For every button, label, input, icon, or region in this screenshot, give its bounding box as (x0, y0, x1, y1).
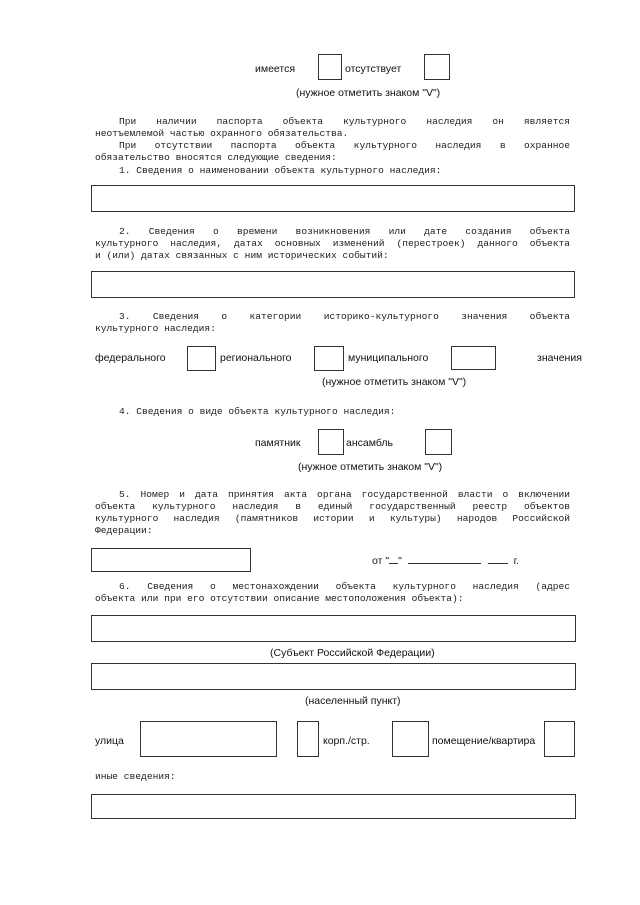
act-date-quote: " (398, 555, 402, 567)
type-label-monument: памятник (255, 437, 301, 449)
section-3-line-2: культурного наследия: (95, 323, 216, 334)
section-3-line-1: 3. Сведения о категории историко-культурного значения объекта (119, 311, 570, 322)
mark-hint: (нужное отметить знаком "V") (296, 87, 441, 99)
checkbox-monument[interactable] (318, 429, 344, 455)
category-label-regional: регионального (220, 352, 292, 364)
other-info-label: иные сведения: (95, 771, 176, 782)
house-field[interactable] (297, 721, 319, 757)
act-date-year-suffix: г. (513, 555, 520, 567)
checkbox-present[interactable] (318, 54, 342, 80)
subject-field[interactable] (91, 615, 576, 642)
act-date-day-blank[interactable] (389, 554, 398, 564)
checkbox-municipal[interactable] (451, 346, 496, 370)
section-1-title: 1. Сведения о наименовании объекта культурного наследия: (119, 165, 442, 176)
intro-paragraph-1-line-2: неотъемлемой частью охранного обязательства. (95, 128, 349, 139)
checkbox-regional[interactable] (314, 346, 344, 371)
section-2-line-3: и (или) датах связанных с ним исторических событий: (95, 250, 389, 261)
intro-paragraph-2-line-2: обязательство вносятся следующие сведения: (95, 152, 337, 163)
intro-paragraph-2-line-1: При отсутствии паспорта объекта культурного наследия в охранное (119, 140, 570, 151)
category-label-suffix: значения (537, 352, 582, 364)
category-label-municipal: муниципального (348, 352, 429, 364)
locality-field[interactable] (91, 663, 576, 690)
section-5-line-2: объекта культурного наследия в единый государственный реестр объектов (95, 501, 570, 512)
option-label-absent: отсутствует (345, 63, 402, 75)
street-label: улица (95, 735, 124, 747)
category-label-federal: федерального (95, 352, 166, 364)
building-field[interactable] (392, 721, 429, 757)
section-5-line-4: Федерации: (95, 525, 153, 536)
locality-caption: (населенный пункт) (305, 695, 401, 707)
other-info-field[interactable] (91, 794, 576, 819)
section-2-line-2: культурного наследия, датах основных изменений (перестроек) данного объекта (95, 238, 570, 249)
section-2-line-1: 2. Сведения о времени возникновения или дате создания объекта (119, 226, 570, 237)
section-6-line-2: объекта или при его отсутствии описание местоположения объекта): (95, 593, 464, 604)
subject-caption: (Субъект Российской Федерации) (270, 647, 435, 659)
type-mark-hint: (нужное отметить знаком "V") (298, 461, 443, 473)
checkbox-ensemble[interactable] (425, 429, 452, 455)
section-5-line-3: культурного наследия (памятников истории и культуры) народов Российской (95, 513, 570, 524)
checkbox-absent[interactable] (424, 54, 450, 80)
building-label: корп./стр. (323, 735, 370, 747)
act-date-year-blank[interactable] (488, 554, 508, 564)
section-5-line-1: 5. Номер и дата принятия акта органа государственной власти о включении (119, 489, 570, 500)
checkbox-federal[interactable] (187, 346, 216, 371)
type-label-ensemble: ансамбль (346, 437, 393, 449)
section-4-title: 4. Сведения о виде объекта культурного наследия: (119, 406, 396, 417)
street-field[interactable] (140, 721, 277, 757)
act-date-month-blank[interactable] (408, 554, 481, 564)
room-field[interactable] (544, 721, 575, 757)
intro-paragraph-1-line-1: При наличии паспорта объекта культурного наследия он является (119, 116, 570, 127)
room-label: помещение/квартира (432, 735, 536, 747)
heritage-name-field[interactable] (91, 185, 575, 212)
creation-date-field[interactable] (91, 271, 575, 298)
act-date-line (372, 554, 519, 567)
act-number-field[interactable] (91, 548, 251, 572)
category-mark-hint: (нужное отметить знаком "V") (322, 376, 467, 388)
option-label-present: имеется (255, 63, 296, 75)
act-date-prefix: от " (372, 555, 390, 567)
section-6-line-1: 6. Сведения о местонахождении объекта культурного наследия (адрес (119, 581, 570, 592)
